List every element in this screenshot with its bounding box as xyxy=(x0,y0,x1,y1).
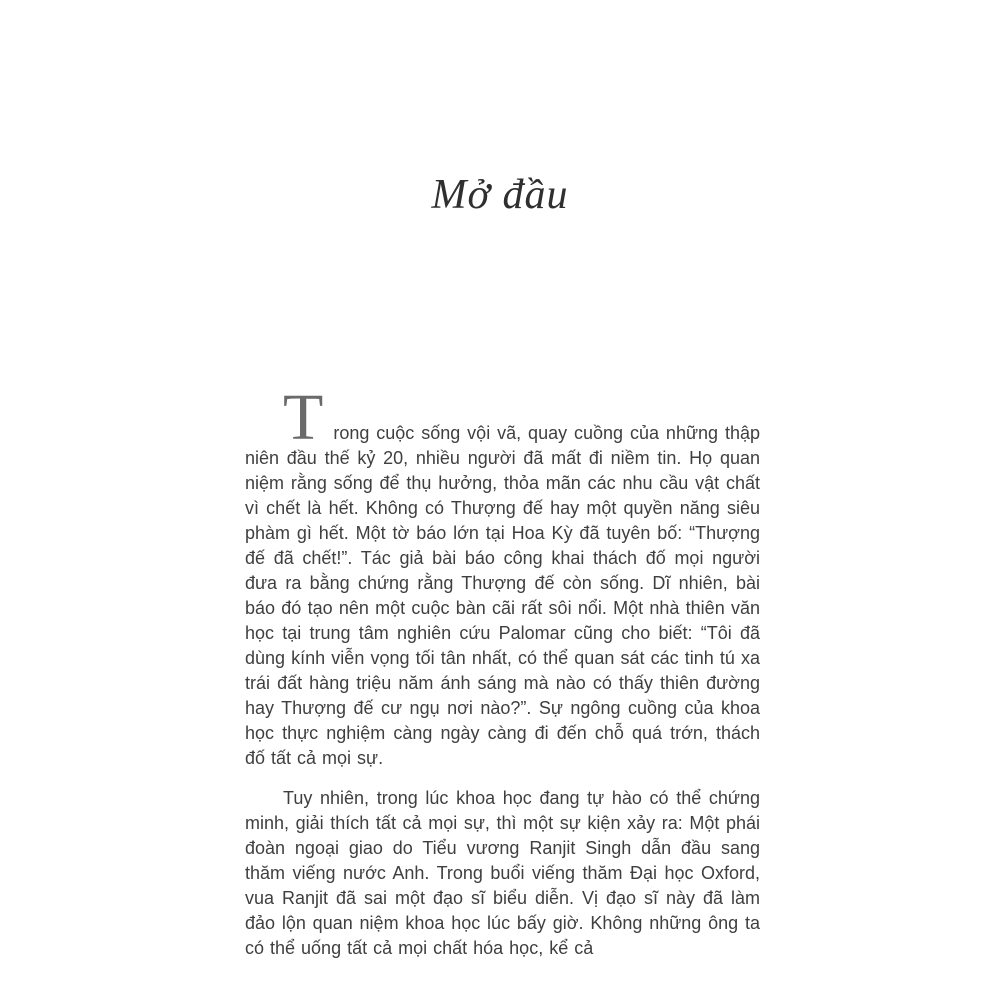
body-text-block xyxy=(245,381,760,961)
chapter-title: Mở đầu xyxy=(431,172,569,218)
drop-cap-letter: T xyxy=(283,381,324,454)
paragraph-opening-text: rong cuộc sống vội vã, quay cuồng của những thập niên đầu thế kỷ 20, nhiều người đã mất đi niềm tin. Họ quan niệm rằng sống để thụ hưởng, thỏa mãn các nhu cầu vật chất vì chết là hết. Không có Thượng đế hay một quyền năng siêu phàm gì hết. Một tờ báo lớn tại Hoa Kỳ đã tuyên bố: “Thượng đế đã chết!”. Tác giả bài báo công khai thách đố mọi người đưa ra bằng chứng rằng Thượng đế còn sống. Dĩ nhiên, bài báo đó tạo nên một cuộc bàn cãi rất sôi nổi. Một nhà thiên văn học tại trung tâm nghiên cứu Palomar cũng cho biết: “Tôi đã dùng kính viễn vọng tối tân nhất, có thể quan sát các tinh tú xa trái đất hàng triệu năm ánh sáng mà nào có thấy thiên đường hay Thượng đế cư ngụ nơi nào?”. Sự ngông cuồng của khoa học thực nghiệm càng ngày càng đi đến chỗ quá trớn, thách đố tất cả mọi sự. xyxy=(245,423,760,768)
paragraph-opening xyxy=(245,381,760,771)
paragraph-second: Tuy nhiên, trong lúc khoa học đang tự hào có thể chứng minh, giải thích tất cả mọi sự, thì một sự kiện xảy ra: Một phái đoàn ngoại giao do Tiểu vương Ranjit Singh dẫn đầu sang thăm viếng nước Anh. Trong buổi viếng thăm Đại học Oxford, vua Ranjit đã sai một đạo sĩ biểu diễn. Vị đạo sĩ này đã làm đảo lộn quan niệm khoa học lúc bấy giờ. Không những ông ta có thể uống tất cả mọi chất hóa học, kể cả xyxy=(245,788,760,958)
